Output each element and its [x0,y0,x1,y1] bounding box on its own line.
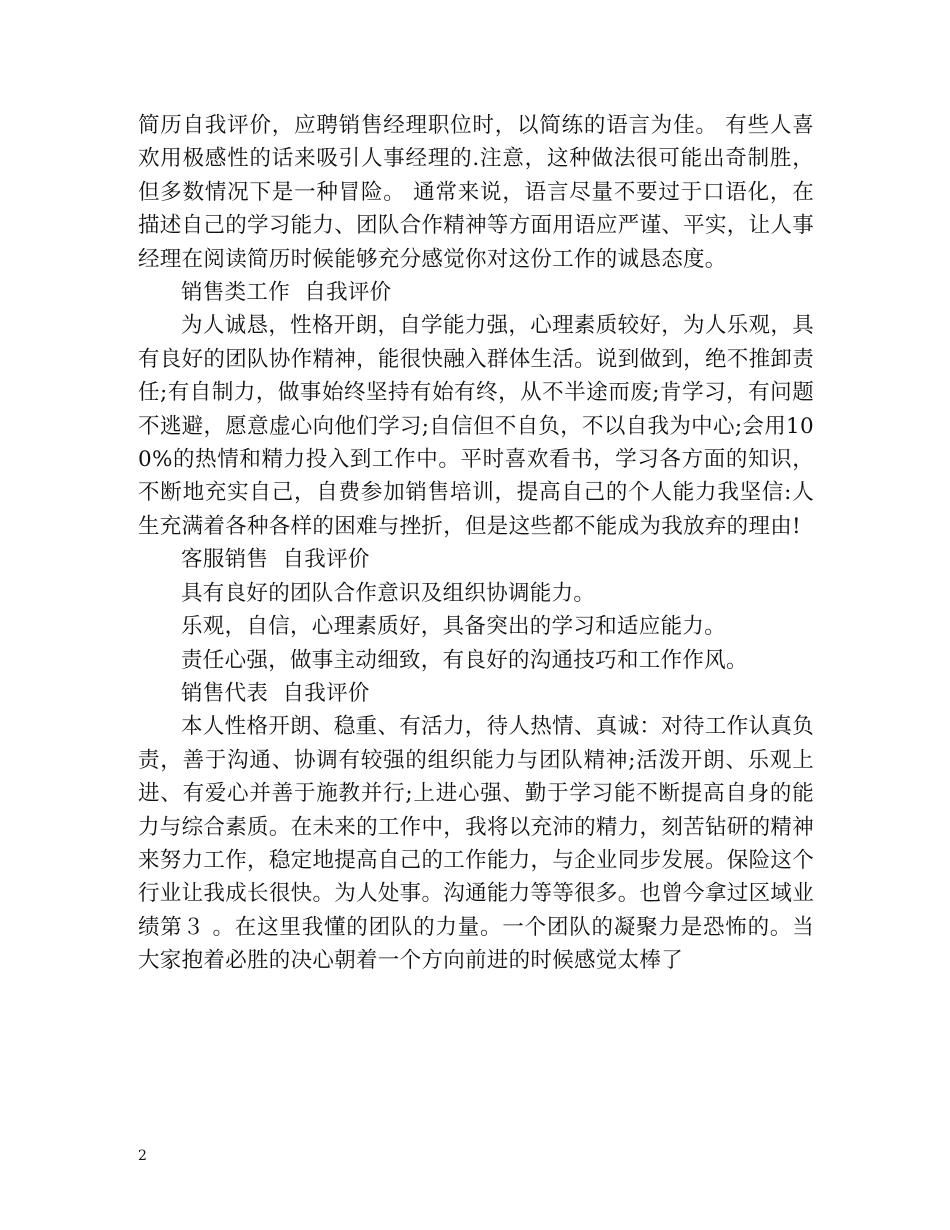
page-number: 2 [138,1148,147,1164]
sales-rep-paragraph: 本人性格开朗、稳重、有活力，待人热情、真诚：对待工作认真负责，善于沟通、协调有较强的组织能力与团队精神;活泼开朗、乐观上进、有爱心并善于施教并行;上进心强、勤于学习能不断提高自身的能力与综合素质。在未来的工作中，我将以充沛的精力，刻苦钻研的精神来努力工作，稳定地提高自己的工作能力，与企业同步发展。保险这个行业让我成长很快。为人处事。沟通能力等等很多。也曾今拿过区域业绩第３ 。在这里我懂的团队的力量。一个团队的凝聚力是恐怖的。当大家抱着必胜的决心朝着一个方向前进的时候感觉太棒了 [138,714,814,974]
document-body [138,109,814,978]
customer-service-line-2: 乐观，自信，心理素质好，具备突出的学习和适应能力。 [181,614,727,640]
customer-service-line-1: 具有良好的团队合作意识及组织协调能力。 [181,580,596,606]
sales-work-paragraph: 为人诚恳，性格开朗，自学能力强，心理素质较好，为人乐观，具有良好的团队协作精神，能很快融入群体生活。说到做到，绝不推卸责任;有自制力，做事始终坚持有始有终，从不半途而废;肯学习，有问题不逃避，愿意虚心向他们学习;自信但不自负，不以自我为中心;会用100%的热情和精力投入到工作中。平时喜欢看书，学习各方面的知识，不断地充实自己，自费参加销售培训，提高自己的个人能力我坚信:人生充满着各种各样的困难与挫折，但是这些都不能成为我放弃的理由! [138,313,814,539]
section-heading-sales-rep: 销售代表 自我评价 [181,680,370,706]
customer-service-line-3: 责任心强，做事主动细致，有良好的沟通技巧和工作作风。 [181,647,748,673]
section-heading-customer-service: 客服销售 自我评价 [181,547,370,573]
intro-paragraph: 简历自我评价，应聘销售经理职位时，以简练的语言为佳。 有些人喜欢用极感性的话来吸引人事经理的.注意，这种做法很可能出奇制胜，但多数情况下是一种冒险。 通常来说，语言尽量不要过于口语化，在描述自己的学习能力、团队合作精神等方面用语应严谨、平实，让人事经理在阅读简历时候能够充分感觉你对这份工作的诚恳态度。 [138,113,814,272]
section-heading-sales-work: 销售类工作 自我评价 [181,280,392,306]
